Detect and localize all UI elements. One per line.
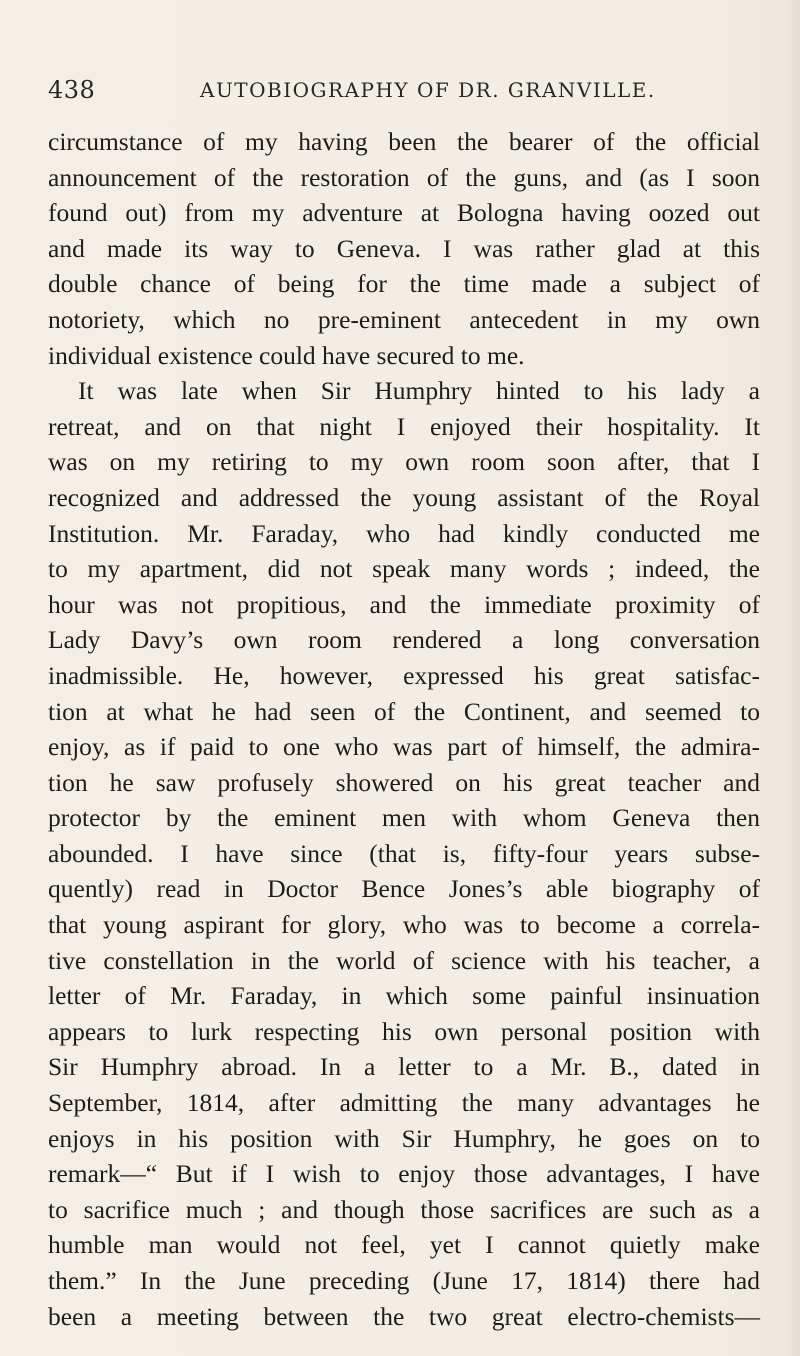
text-line: tion he saw profusely showered on his great teacher and (48, 767, 760, 797)
text-line: double chance of being for the time made a subject of (48, 269, 760, 299)
text-line: Sir Humphry abroad. In a letter to a Mr. B., dated in (48, 1052, 760, 1082)
text-line: Lady Davy’s own room rendered a long conversation (48, 625, 760, 655)
paragraph-start-line: It was late when Sir Humphry hinted to his lady a (78, 376, 760, 406)
text-line: notoriety, which no pre-eminent antecedent in my own (48, 304, 760, 334)
text-line: recognized and addressed the young assistant of the Royal (48, 482, 760, 512)
text-line: enjoy, as if paid to one who was part of himself, the admira- (48, 732, 760, 762)
text-line: and made its way to Geneva. I was rather glad at this (48, 233, 760, 263)
text-line: that young aspirant for glory, who was to become a correla- (48, 910, 760, 940)
text-line: to my apartment, did not speak many words ; indeed, the (48, 554, 760, 584)
text-line: letter of Mr. Faraday, in which some painful insinuation (48, 981, 760, 1011)
text-line: tion at what he had seen of the Continent, and seemed to (48, 696, 760, 726)
running-head: AUTOBIOGRAPHY OF DR. GRANVILLE. (200, 78, 656, 102)
text-line: remark—“ But if I wish to enjoy those advantages, I have (48, 1159, 760, 1189)
text-line: appears to lurk respecting his own personal position with (48, 1016, 760, 1046)
text-line: Institution. Mr. Faraday, who had kindly conducted me (48, 518, 760, 548)
text-line: September, 1814, after admitting the many advantages he (48, 1088, 760, 1118)
text-line: humble man would not feel, yet I cannot quietly make (48, 1230, 760, 1260)
text-line: found out) from my adventure at Bologna having oozed out (48, 198, 760, 228)
page-number: 438 (48, 76, 96, 104)
body-text (48, 124, 760, 1334)
text-line: protector by the eminent men with whom Geneva then (48, 803, 760, 833)
text-line: been a meeting between the two great electro-chemists— (48, 1301, 760, 1331)
text-line: individual existence could have secured to me. (48, 340, 525, 370)
text-line: announcement of the restoration of the guns, and (as I soon (48, 162, 760, 192)
page-header (48, 76, 760, 116)
page-edge-shadow (786, 0, 800, 1356)
text-line: tive constellation in the world of science with his teacher, a (48, 945, 760, 975)
text-line: them.” In the June preceding (June 17, 1814) there had (48, 1266, 760, 1295)
text-line: quently) read in Doctor Bence Jones’s able biography of (48, 874, 760, 904)
text-line: enjoys in his position with Sir Humphry, he goes on to (48, 1123, 760, 1153)
text-line: circumstance of my having been the bearer of the official (48, 127, 760, 156)
text-line: was on my retiring to my own room soon after, that I (48, 447, 760, 477)
text-line: hour was not propitious, and the immediate proximity of (48, 589, 760, 619)
text-line: inadmissible. He, however, expressed his great satisfac- (48, 660, 760, 690)
text-line: retreat, and on that night I enjoyed their hospitality. It (48, 411, 760, 441)
text-line: to sacrifice much ; and though those sacrifices are such as a (48, 1194, 760, 1224)
text-line: abounded. I have since (that is, fifty-four years subse- (48, 838, 760, 868)
